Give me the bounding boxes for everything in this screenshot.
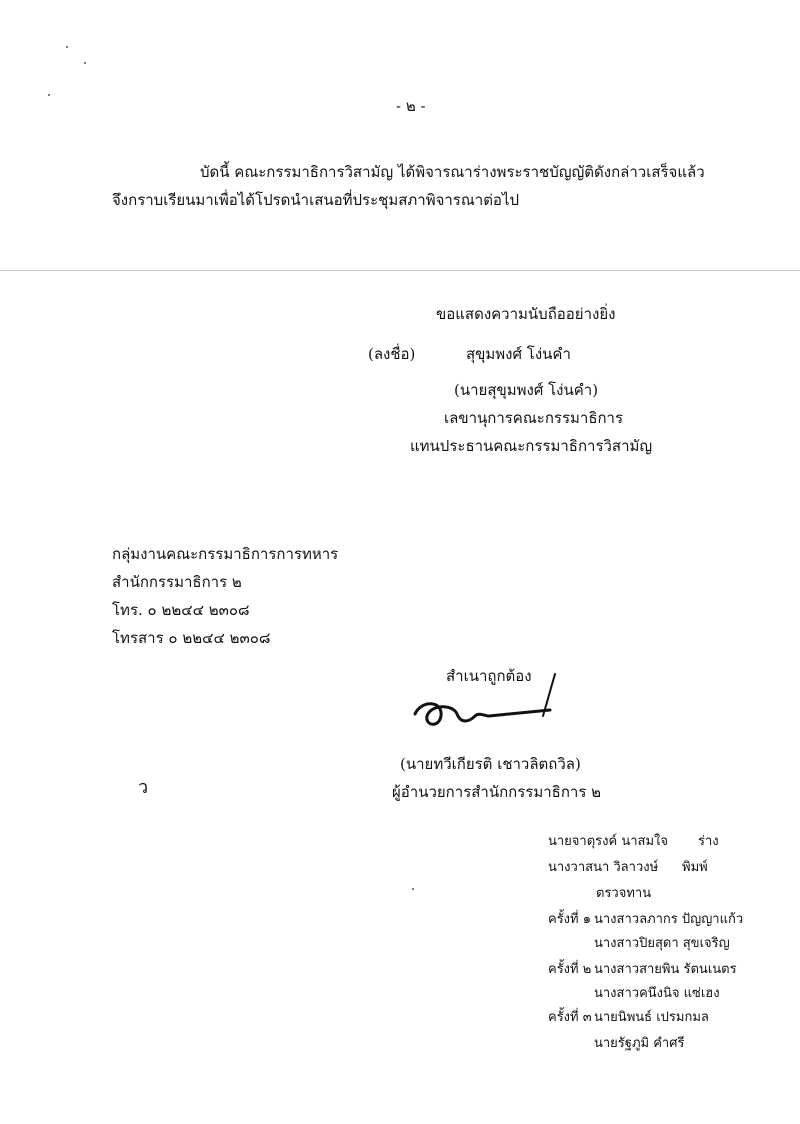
typist-role: พิมพ์ [682,860,708,875]
certifier-position: ผู้อำนวยการสำนักกรรมาธิการ ๒ [392,783,602,801]
certifier-name: (นายทวีเกียรติ เชาวลิตถวิล) [400,755,581,773]
scan-fold-line [0,270,800,271]
body-line-2: จึงกราบเรียนมาเพื่อได้โปรดนำเสนอที่ประชุมสภาพิจารณาต่อไป [112,191,520,209]
certified-copy-label: สำเนาถูกต้อง [446,667,532,685]
review-round-label: ครั้งที่ ๓ [548,1010,592,1025]
printed-name: (นายสุขุมพงศ์ โง่นคำ) [454,381,599,399]
review-round-first: นางสาวสายพิน รัตนเนตร [594,962,737,977]
typist-name: นางวาสนา วิลาวงษ์ [548,860,659,875]
scan-speck [84,62,86,64]
review-round-first: นายนิพนธ์ เปรมกมล [594,1010,709,1025]
scan-speck [48,94,50,96]
office-group: กลุ่มงานคณะกรรมาธิการการทหาร [112,545,339,563]
signature-stroke [415,704,550,725]
margin-mark: ว [138,777,149,798]
scan-speck [66,46,68,48]
review-round-label: ครั้งที่ ๒ [548,962,592,977]
office-phone: โทร. ๐ ๒๒๔๔ ๒๓๐๘ [112,601,250,619]
signer-title: เลขานุการคณะกรรมาธิการ [444,409,624,427]
scan-speck [412,888,414,890]
page-number: - ๒ - [396,97,426,115]
review-round-label: ครั้งที่ ๑ [548,912,591,927]
body-line-1: บัดนี้ คณะกรรมาธิการวิสามัญ ได้พิจารณาร่างพระราชบัญญัติดังกล่าวเสร็จแล้ว [200,163,705,181]
review-round-second: นางสาวคนึงนิจ แซ่เฮง [594,986,720,1001]
office-bureau: สำนักกรรมาธิการ ๒ [112,573,242,591]
signed-label: (ลงชื่อ) [368,345,416,363]
review-round-first: นางสาวลภากร ปัญญาแก้ว [594,912,744,927]
office-fax: โทรสาร ๐ ๒๒๔๔ ๒๓๐๘ [112,629,271,647]
salutation: ขอแสดงความนับถืออย่างยิ่ง [436,305,616,323]
signed-name: สุขุมพงศ์ โง่นคำ [466,345,571,363]
review-round-second: นางสาวปิยสุดา สุขเจริญ [594,936,730,951]
review-round-second: นายรัฐภูมิ คำศรี [594,1036,685,1051]
handwritten-signature [405,670,565,750]
drafter-name: นายจาตุรงค์ นาสมใจ [548,834,668,849]
drafter-role: ร่าง [698,834,719,849]
review-heading: ตรวจทาน [596,886,652,901]
signer-title-acting: แทนประธานคณะกรรมาธิการวิสามัญ [410,437,653,455]
